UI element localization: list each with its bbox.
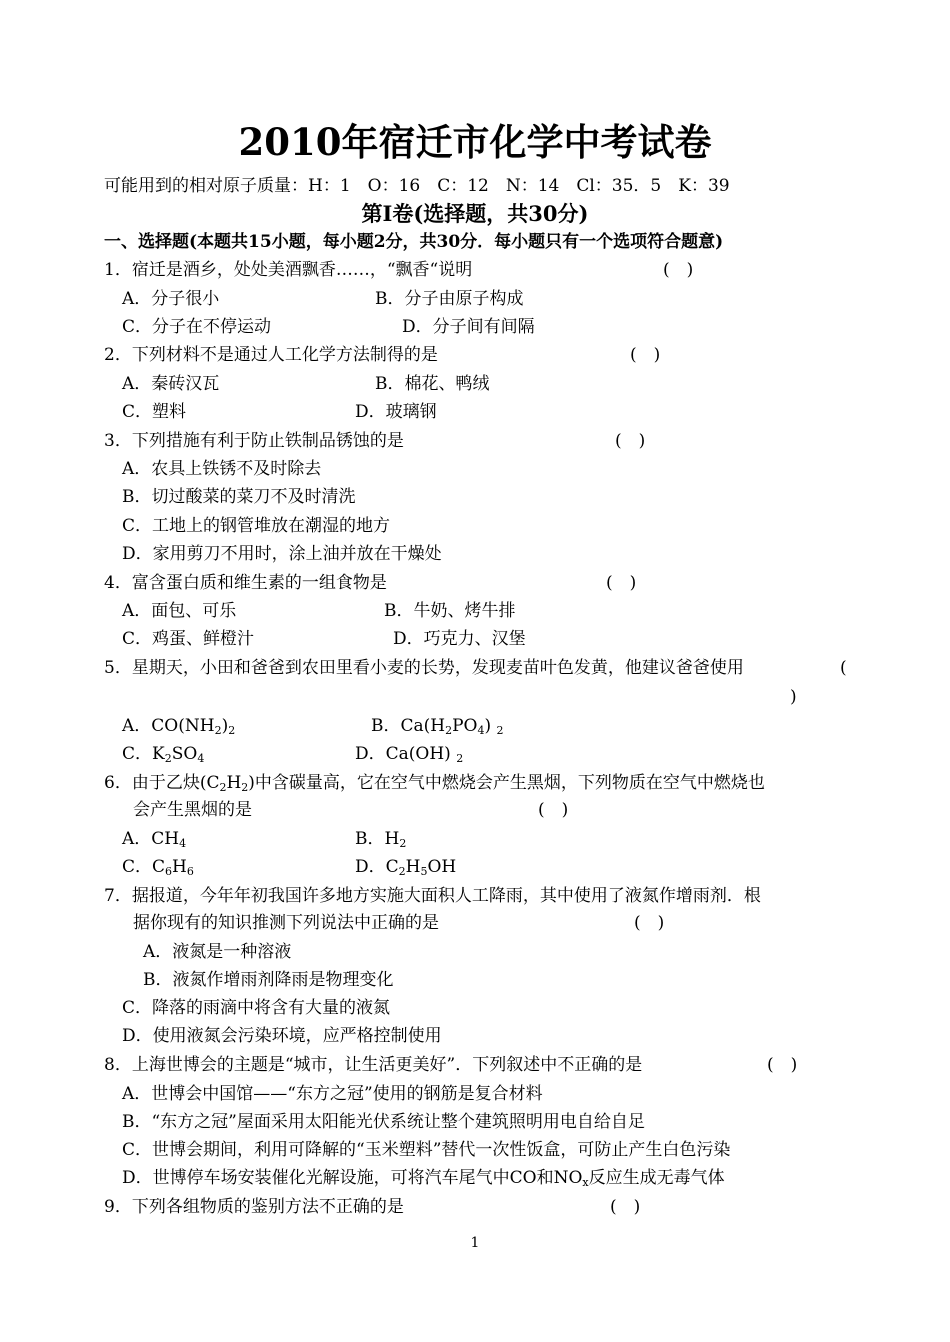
q6-option-c: C．$C_6H_6$	[122, 857, 194, 878]
q8-option-d: D．世博停车场安装催化光解设施，可将汽车尾气中CO和$NO_x$反应生成无毒气体	[122, 1168, 725, 1189]
q5-paren-close: )	[790, 687, 797, 707]
q5-paren-open: (	[840, 658, 847, 678]
q2-option-a: A．秦砖汉瓦	[122, 374, 220, 394]
q2-option-b: B．棉花、鸭绒	[375, 374, 490, 394]
q7-option-d: D．使用液氮会污染环境，应严格控制使用	[122, 1026, 442, 1046]
q5-option-d: D．Ca(OH) $_2$	[355, 744, 464, 765]
q6-stem: 6．由于乙炔$(C_2H_2)$中含碳量高，它在空气中燃烧会产生黑烟，下列物质在空气中燃烧也	[104, 773, 765, 794]
q1-answer-paren: ( )	[663, 260, 694, 280]
q4-option-d: D．巧克力、汉堡	[393, 629, 526, 649]
q2-stem: 2．下列材料不是通过人工化学方法制得的是	[104, 345, 438, 365]
q3-answer-paren: ( )	[615, 431, 646, 451]
q5-option-c: C．$K_2SO_4$	[122, 744, 205, 765]
q2-answer-paren: ( )	[630, 345, 661, 365]
q3-option-b: B．切过酸菜的菜刀不及时清洗	[122, 487, 356, 507]
q1-option-d: D．分子间有间隔	[402, 317, 535, 337]
page-number: 1	[470, 1235, 480, 1251]
q6-stem-line2: 会产生黑烟的是	[133, 800, 252, 820]
q6-option-a: A．$CH_4$	[122, 829, 187, 850]
q8-option-a: A．世博会中国馆——“东方之冠”使用的钢筋是复合材料	[122, 1084, 543, 1104]
q4-option-a: A．面包、可乐	[122, 601, 237, 621]
q8-answer-paren: ( )	[767, 1055, 798, 1075]
q4-option-b: B．牛奶、烤牛排	[384, 601, 516, 621]
q4-option-c: C．鸡蛋、鲜橙汁	[122, 629, 255, 649]
q7-answer-paren: ( )	[634, 913, 665, 933]
q3-stem: 3．下列措施有利于防止铁制品锈蚀的是	[104, 431, 404, 451]
q6-option-b: B．$H_2$	[355, 829, 407, 850]
part-heading: 一、选择题(本题共15小题，每小题2分，共30分．每小题只有一个选项符合题意)	[104, 232, 724, 252]
q5-option-a: A．$CO(NH_2)_2$	[122, 716, 236, 737]
q8-option-b: B．“东方之冠”屋面采用太阳能光伏系统让整个建筑照明用电自给自足	[122, 1112, 645, 1132]
q7-option-c: C．降落的雨滴中将含有大量的液氮	[122, 998, 391, 1018]
q1-stem: 1．宿迁是酒乡，处处美酒飘香……，“飘香“说明	[104, 260, 473, 280]
q2-option-c: C．塑料	[122, 402, 187, 422]
q7-option-b: B．液氮作增雨剂降雨是物理变化	[143, 970, 394, 990]
section-title: 第Ⅰ卷(选择题，共30分)	[361, 201, 589, 226]
q1-option-b: B．分子由原子构成	[375, 289, 524, 309]
q9-stem: 9．下列各组物质的鉴别方法不正确的是	[104, 1197, 404, 1217]
atomic-mass-note: 可能用到的相对原子质量：H：1 O：16 C：12 N：14 Cl：35．5 K：39	[104, 176, 730, 196]
q9-answer-paren: ( )	[610, 1197, 641, 1217]
q8-stem: 8．上海世博会的主题是“城市，让生活更美好”．下列叙述中不正确的是	[104, 1055, 643, 1075]
q8-option-c: C．世博会期间，利用可降解的“玉米塑料”替代一次性饭盒，可防止产生白色污染	[122, 1140, 731, 1160]
q7-stem: 7．据报道，今年年初我国许多地方实施大面积人工降雨，其中使用了液氮作增雨剂．根	[104, 886, 761, 906]
exam-title: 2010年宿迁市化学中考试卷	[238, 120, 712, 164]
q5-stem: 5．星期天，小田和爸爸到农田里看小麦的长势，发现麦苗叶色发黄，他建议爸爸使用	[104, 658, 744, 678]
q3-option-a: A．农具上铁锈不及时除去	[122, 459, 322, 479]
q3-option-c: C．工地上的钢管堆放在潮湿的地方	[122, 516, 391, 536]
q4-answer-paren: ( )	[606, 573, 637, 593]
q7-option-a: A．液氮是一种溶液	[143, 942, 292, 962]
q1-option-c: C．分子在不停运动	[122, 317, 272, 337]
q6-option-d: D．$C_2H_5OH$	[355, 857, 457, 878]
q1-option-a: A．分子很小	[122, 289, 220, 309]
q2-option-d: D．玻璃钢	[355, 402, 437, 422]
q7-stem-line2: 据你现有的知识推测下列说法中正确的是	[133, 913, 439, 933]
q3-option-d: D．家用剪刀不用时，涂上油并放在干燥处	[122, 544, 442, 564]
q4-stem: 4．富含蛋白质和维生素的一组食物是	[104, 573, 387, 593]
q6-answer-paren: ( )	[538, 800, 569, 820]
q5-option-b: B．$Ca(H_2PO_4)$ $_2$	[371, 716, 504, 737]
